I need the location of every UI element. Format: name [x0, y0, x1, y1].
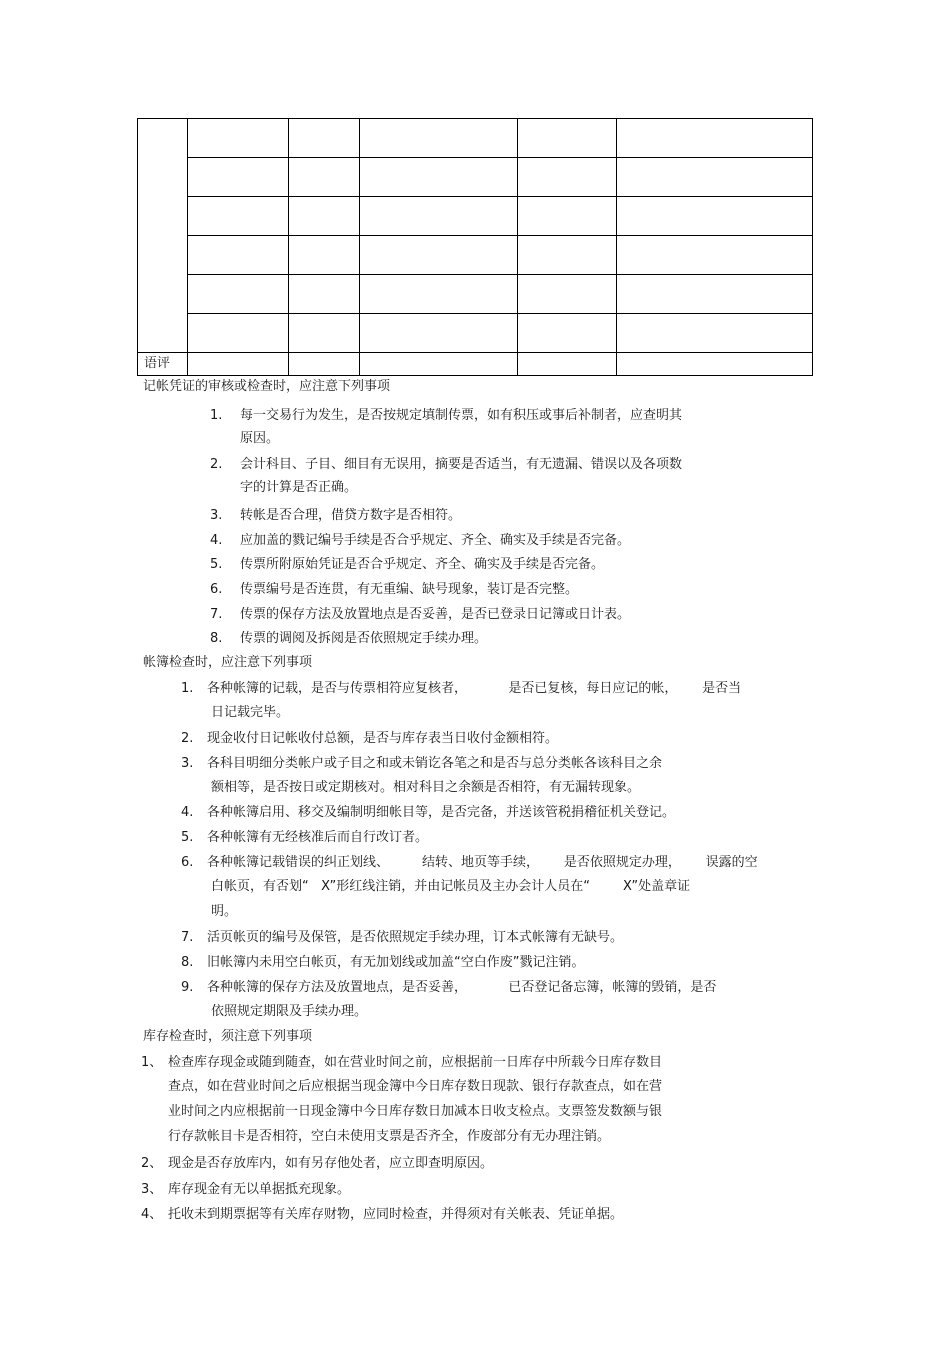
voucher-item-text: 每一交易行为发生，是否按规定填制传票，如有积压或事后补制者，应查明其 — [240, 408, 683, 423]
voucher-item-text: 应加盖的戮记编号手续是否合乎规定、齐全、确实及手续是否完备。 — [240, 533, 631, 548]
inventory-item-text: 查点，如在营业时间之后应根据当现金簿中今日库存数日现款、银行存款查点，如在营 — [168, 1079, 663, 1094]
voucher-item-text: 转帐是否合理，借贷方数字是否相符。 — [240, 508, 462, 523]
inventory-item-text: 行存款帐目卡是否相符，空白未使用支票是否齐全，作废部分有无办理注销。 — [168, 1129, 611, 1144]
voucher-item-num: 2. — [210, 457, 223, 472]
inventory-item-num: 2、 — [141, 1156, 163, 1171]
voucher-item-num: 7. — [210, 607, 223, 622]
inventory-item-num: 4、 — [141, 1207, 163, 1222]
inventory-item-text: 检查库存现金或随到随查，如在营业时间之前，应根据前一日库存中所载今日库存数目 — [168, 1055, 663, 1070]
inventory-item-text: 业时间之内应根据前一日现金簿中今日库存数日加减本日收支检点。支票签发数额与银 — [168, 1104, 663, 1119]
ledger-item-text: 各科目明细分类帐户或子目之和或未销讫各笔之和是否与总分类帐各该科目之余 — [207, 756, 663, 771]
ledger-item-text: 现金收付日记帐收付总额，是否与库存表当日收付金额相符。 — [207, 731, 559, 746]
ledger-item-text: 日记载完毕。 — [211, 705, 290, 720]
ledger-item-text: 各种帐簿的保存方法及放置地点，是否妥善， 已否登记备忘簿，帐簿的毁销，是否 — [207, 980, 717, 995]
voucher-item-text: 传票编号是否连贯，有无重编、缺号现象，装订是否完整。 — [240, 582, 579, 597]
voucher-heading: 记帐凭证的审核或检查时，应注意下列事项 — [143, 379, 391, 394]
ledger-item-num: 8. — [181, 955, 194, 970]
table-hline — [187, 157, 812, 158]
table-footer-label: 语评 — [144, 356, 171, 371]
ledger-item-text: 活页帐页的编号及保管，是否依照规定手续办理，订本式帐簿有无缺号。 — [207, 930, 624, 945]
ledger-item-text: 各种帐簿的记载，是否与传票相符应复核者， 是否已复核，每日应记的帐， 是否当 — [207, 681, 742, 696]
ledger-item-text: 明。 — [211, 904, 238, 919]
ledger-item-text: 旧帐簿内未用空白帐页，有无加划线或加盖“空白作废”戮记注销。 — [207, 955, 585, 970]
inventory-item-num: 3、 — [141, 1182, 163, 1197]
ledger-item-text: 各种帐簿有无经核准后而自行改订者。 — [207, 830, 429, 845]
ledger-item-num: 5. — [181, 830, 194, 845]
voucher-item-num: 3. — [210, 508, 223, 523]
voucher-item-num: 4. — [210, 533, 223, 548]
ledger-item-text: 依照规定期限及手续办理。 — [211, 1004, 368, 1019]
ledger-heading: 帐簿检查时，应注意下列事项 — [143, 655, 313, 670]
inventory-item-text: 库存现金有无以单据抵充现象。 — [168, 1182, 351, 1197]
voucher-item-text: 传票所附原始凭证是否合乎规定、齐全、确实及手续是否完备。 — [240, 557, 605, 572]
voucher-item-text: 原因。 — [240, 431, 280, 446]
inventory-item-text: 托收未到期票据等有关库存财物，应同时检查，并得须对有关帐表、凭证单据。 — [168, 1207, 624, 1222]
ledger-item-num: 7. — [181, 930, 194, 945]
voucher-item-text: 传票的保存方法及放置地点是否妥善，是否已登录日记簿或日计表。 — [240, 607, 631, 622]
inventory-item-text: 现金是否存放库内，如有另存他处者，应立即查明原因。 — [168, 1156, 494, 1171]
ledger-item-num: 4. — [181, 805, 194, 820]
voucher-item-text: 传票的调阅及拆阅是否依照规定手续办理。 — [240, 631, 488, 646]
voucher-item-num: 1. — [210, 408, 223, 423]
table-hline — [138, 352, 812, 353]
ledger-item-text: 各种帐簿启用、移交及编制明细帐目等，是否完备，并送该管税捐稽征机关登记。 — [207, 805, 676, 820]
table-hline — [187, 274, 812, 275]
ledger-item-text: 额相等，是否按日或定期核对。相对科目之余额是否相符，有无漏转现象。 — [211, 780, 641, 795]
table-hline — [187, 235, 812, 236]
table-hline — [187, 196, 812, 197]
evaluation-table — [137, 118, 813, 376]
ledger-item-text: 白帐页，有否划“ X”形红线注销，并由记帐员及主办会计人员在“ X”处盖章证 — [211, 879, 691, 894]
voucher-item-text: 会计科目、子目、细目有无误用，摘要是否适当，有无遗漏、错误以及各项数 — [240, 457, 683, 472]
voucher-item-num: 5. — [210, 557, 223, 572]
ledger-item-text: 各种帐簿记载错误的纠正划线、 结转、地页等手续， 是否依照规定办理， 误露的空 — [207, 855, 758, 870]
ledger-item-num: 6. — [181, 855, 194, 870]
inventory-heading: 库存检查时，须注意下列事项 — [143, 1029, 313, 1044]
ledger-item-num: 9. — [181, 980, 194, 995]
voucher-item-text: 字的计算是否正确。 — [240, 480, 358, 495]
table-hline — [187, 313, 812, 314]
inventory-item-num: 1、 — [141, 1055, 163, 1070]
voucher-item-num: 6. — [210, 582, 223, 597]
voucher-item-num: 8. — [210, 631, 223, 646]
ledger-item-num: 2. — [181, 731, 194, 746]
ledger-item-num: 1. — [181, 681, 194, 696]
ledger-item-num: 3. — [181, 756, 194, 771]
